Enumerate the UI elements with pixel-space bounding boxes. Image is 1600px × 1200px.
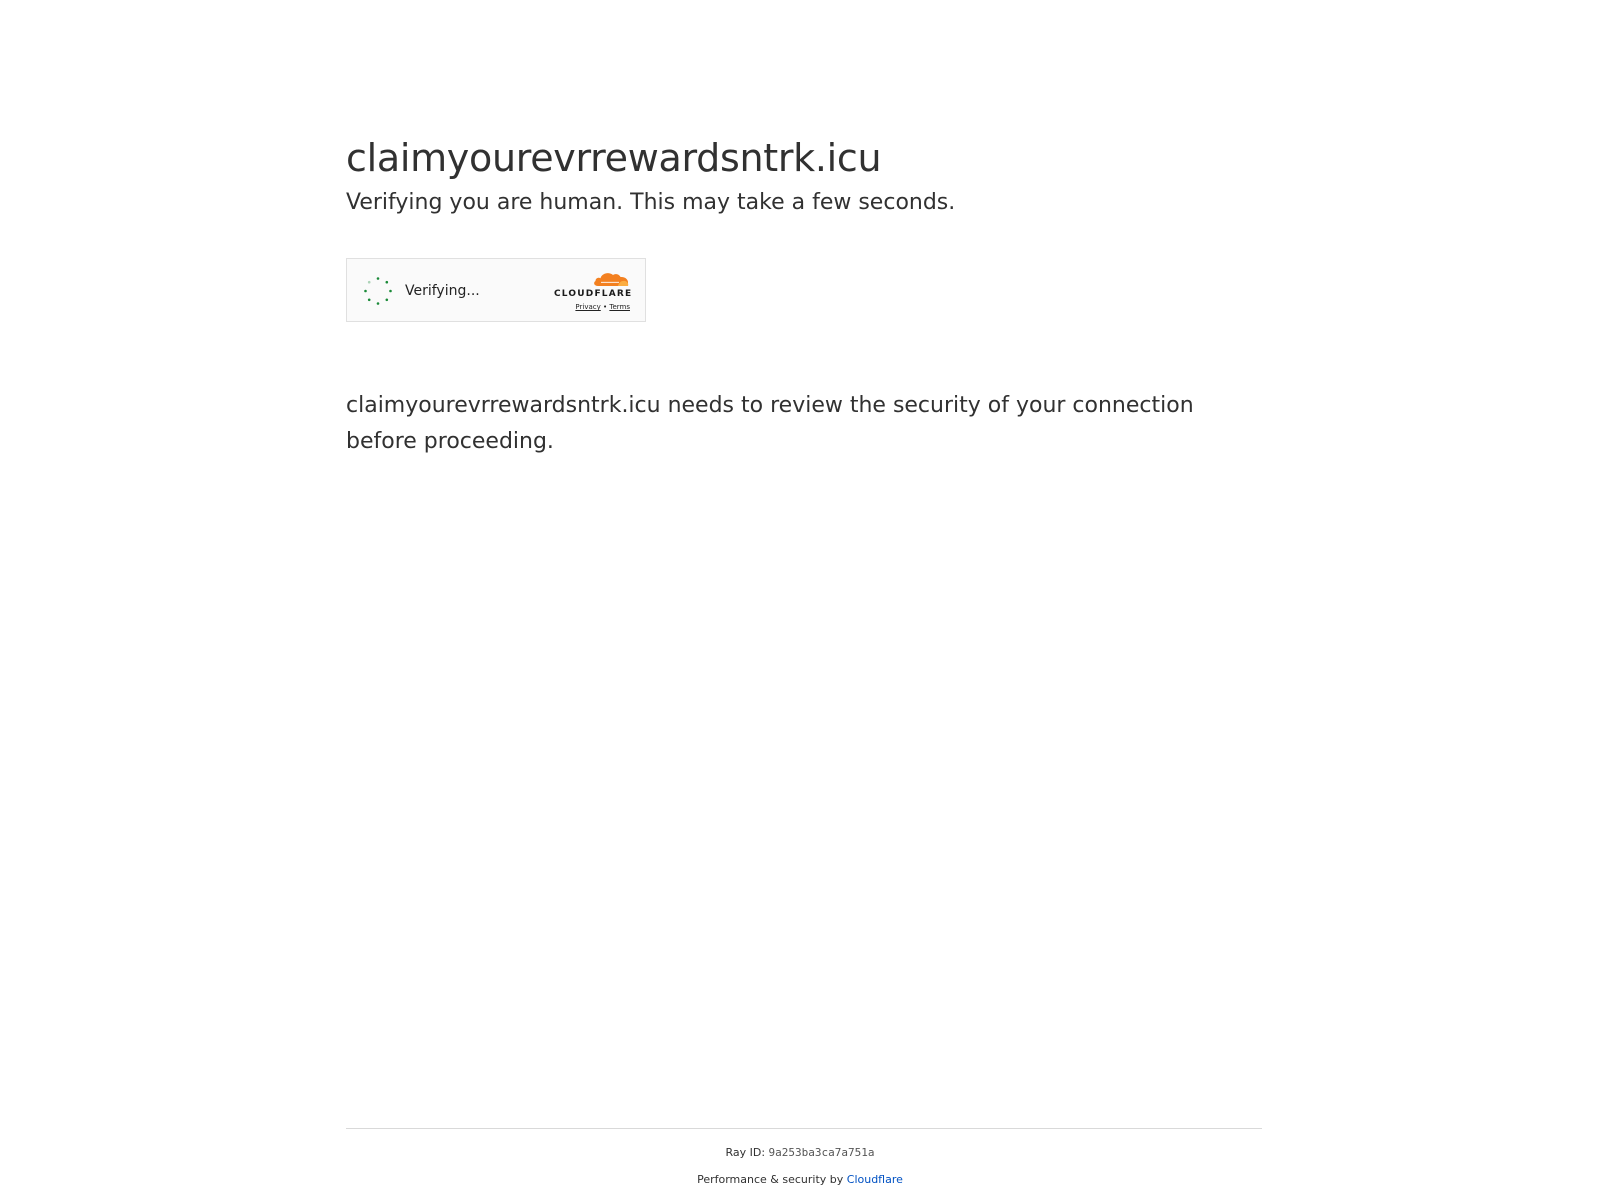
terms-link[interactable]: Terms xyxy=(609,303,630,311)
performance-prefix: Performance & security by xyxy=(697,1173,844,1186)
spinner-icon xyxy=(363,276,393,306)
ray-id-value: 9a253ba3ca7a751a xyxy=(768,1146,875,1159)
cloudflare-wordmark: CLOUDFLARE xyxy=(554,289,633,299)
verifying-status-label: Verifying... xyxy=(405,283,480,299)
verification-subtitle: Verifying you are human. This may take a few seconds. xyxy=(346,190,956,215)
cloudflare-link[interactable]: Cloudflare xyxy=(846,1173,903,1186)
cloudflare-cloud-icon xyxy=(592,270,630,288)
security-review-message: claimyourevrrewardsntrk.icu needs to review the security of your connection before proceeding. xyxy=(346,393,1194,454)
ray-id-label: Ray ID: xyxy=(725,1146,766,1159)
performance-credit xyxy=(0,1172,1600,1188)
widget-legal-links xyxy=(554,303,630,312)
cloudflare-logo xyxy=(554,270,633,312)
header xyxy=(346,132,1262,219)
turnstile-widget[interactable] xyxy=(346,258,646,322)
footer-divider xyxy=(346,1128,1262,1129)
link-separator: • xyxy=(603,303,608,311)
privacy-link[interactable]: Privacy xyxy=(575,303,601,311)
ray-id xyxy=(0,1145,1600,1161)
site-title: claimyourevrrewardsntrk.icu xyxy=(346,136,882,180)
